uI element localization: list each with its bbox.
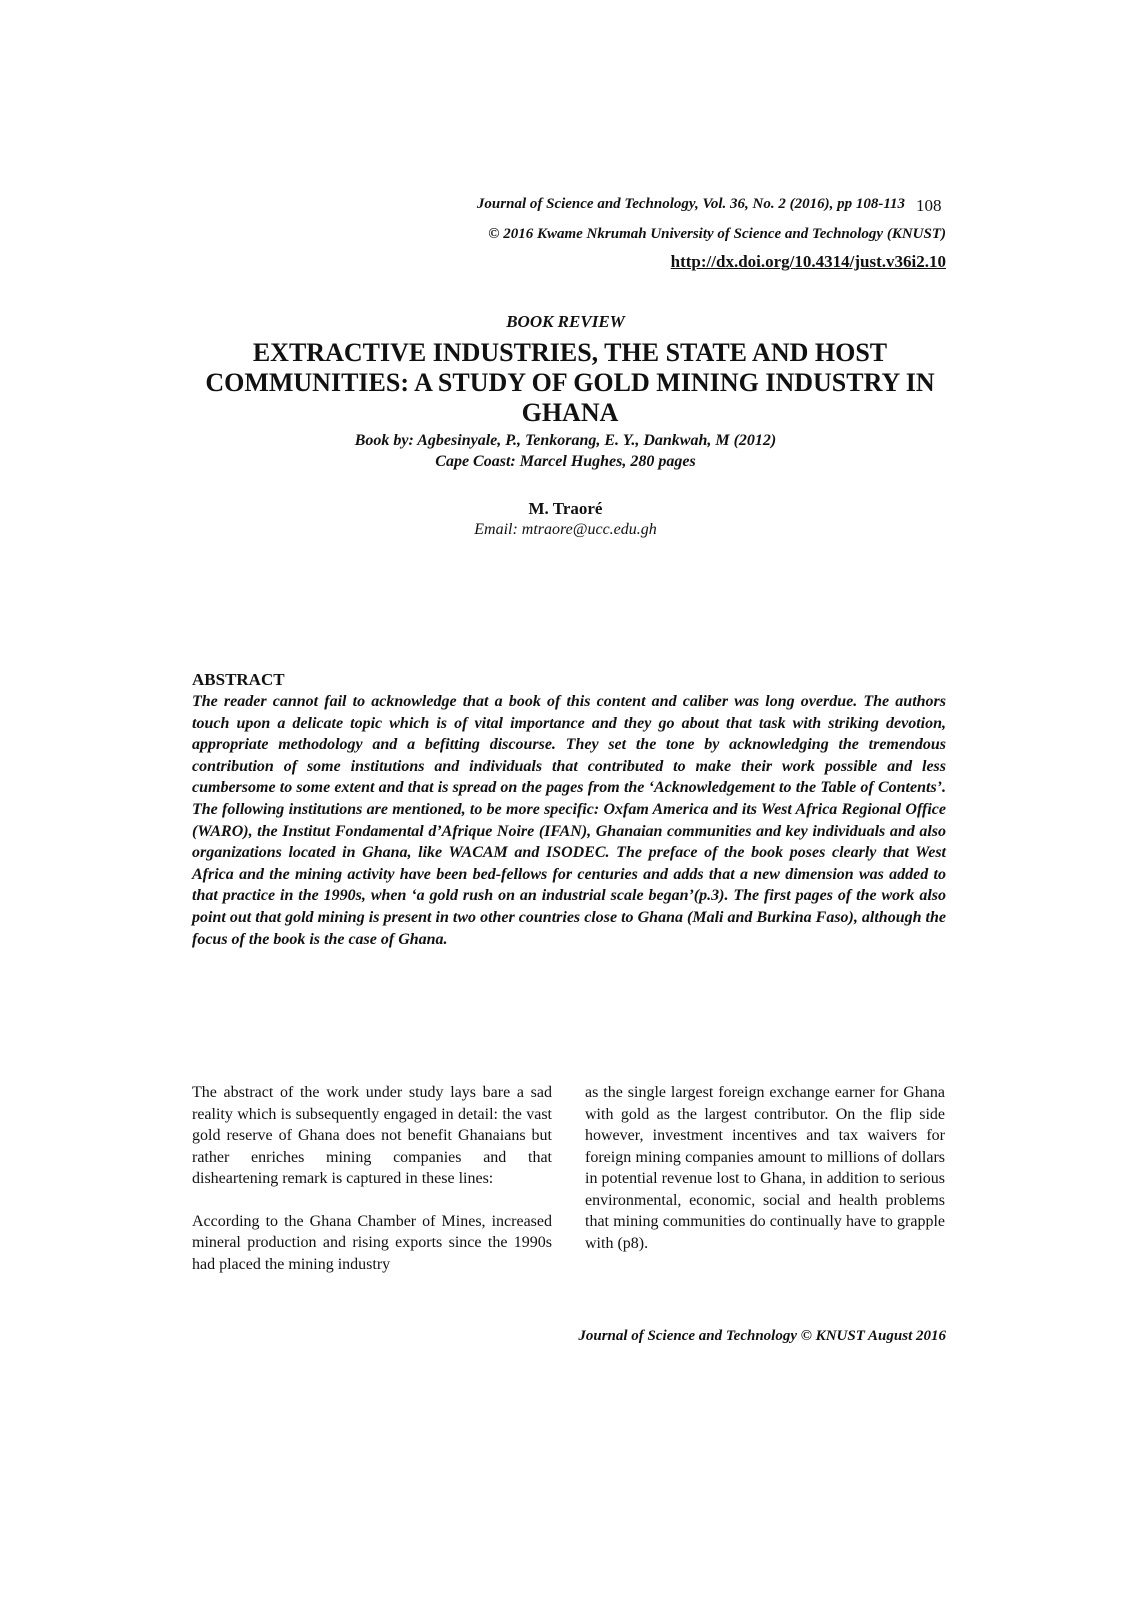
review-author: M. Traoré [528,499,603,518]
abstract-text: The reader cannot fail to acknowledge that a book of this content and caliber was long overdue. The authors touch upon a delicate topic which is of vital importance and they go about that task with striking devotion, appropriate methodology and a befitting discourse. They set the tone by acknowledging the tremendous contribution of some institutions and individuals that contributed to make their work possible and less cumbersome to some extent and that is spread on the pages from the ‘Acknowledgement to the Table of Contents’. The following institutions are mentioned, to be more specific: Oxfam America and its West Africa Regional Office (WARO), the Institut Fondamental d’Afrique Noire (IFAN), Ghanaian communities and key individuals and also organizations located in Ghana, like WACAM and ISODEC. The preface of the book poses clearly that West Africa and the mining activity have been bed-fellows for centuries and adds that a new dimension was added to that practice in the 1990s, when ‘a gold rush on an industrial scale began’(p.3). The first pages of the work also point out that gold mining is present in two other countries close to Ghana (Mali and Burkina Faso), although the focus of the book is the case of Ghana. [192,693,946,948]
abstract-heading: ABSTRACT [192,670,285,689]
copyright-line: © 2016 Kwame Nkrumah University of Science and Technology (KNUST) [488,226,946,242]
section-type: BOOK REVIEW [506,312,625,331]
body-column-right [585,1082,945,1275]
author-email: Email: mtraore@ucc.edu.gh [474,521,657,538]
page-number: 108 [916,196,942,215]
book-authors: Book by: Agbesinyale, P., Tenkorang, E. Y., Dankwah, M (2012) [354,432,777,449]
body-paragraph: The abstract of the work under study lays bare a sad reality which is subsequently engaged in detail: the vast gold reserve of Ghana does not benefit Ghanaians but rather enriches mining companies and that disheartening remark is captured in these lines: [192,1084,552,1187]
doi-link[interactable]: http://dx.doi.org/10.4314/just.v36i2.10 [670,252,946,271]
body-paragraph: as the single largest foreign exchange earner for Ghana with gold as the largest contributor. On the flip side however, investment incentives and tax waivers for foreign mining companies amount to millions of dollars in potential revenue lost to Ghana, in addition to serious environmental, economic, social and health problems that mining communities do continually have to grapple with (p8). [585,1084,945,1252]
article-title: EXTRACTIVE INDUSTRIES, THE STATE AND HOST COMMUNITIES: A STUDY OF GOLD MINING INDUSTRY IN GHANA [205,338,935,427]
body-column-left [192,1082,552,1296]
journal-citation: Journal of Science and Technology, Vol. 36, No. 2 (2016), pp 108-113 [476,196,905,212]
page-footer: Journal of Science and Technology © KNUST August 2016 [578,1328,946,1344]
book-publisher: Cape Coast: Marcel Hughes, 280 pages [435,453,696,470]
body-paragraph: According to the Ghana Chamber of Mines, increased mineral production and rising exports since the 1990s had placed the mining industry [192,1212,552,1273]
